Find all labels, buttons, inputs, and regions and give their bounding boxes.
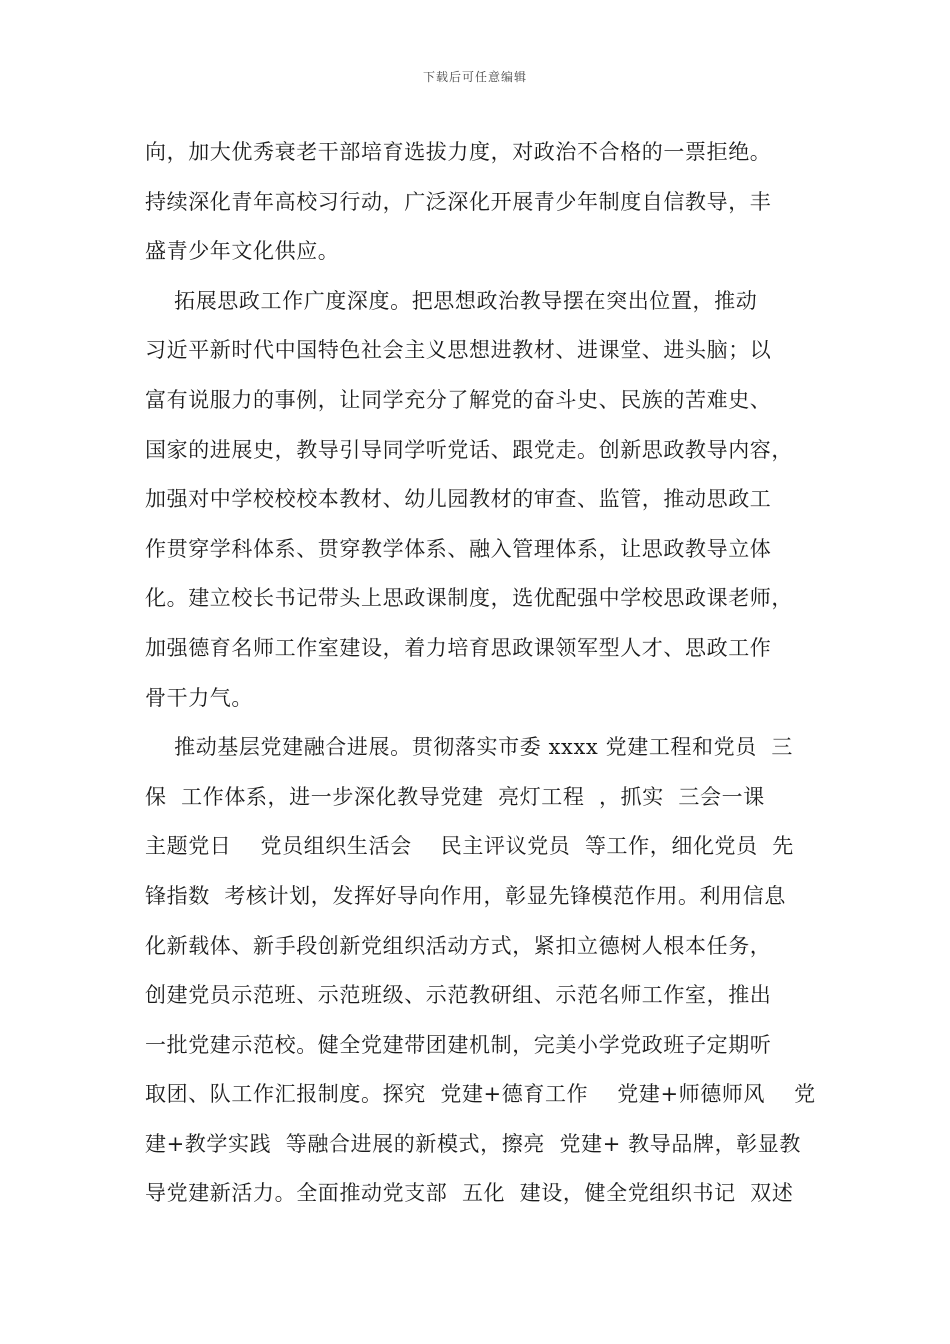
text-line: 持续深化青年高校习行动，广泛深化开展青少年制度自信教导，丰: [145, 189, 772, 214]
text-line: 盛青少年文化供应。: [145, 239, 340, 264]
text-line: 创建党员示范班、示范班级、示范教研组、示范名师工作室，推出: [145, 983, 772, 1008]
text-line: 化新载体、新手段创新党组织活动方式，紧扣立德树人根本任务，: [145, 933, 772, 958]
text-line: 锋指数 考核计划，发挥好导向作用，彰显先锋模范作用。利用信息: [145, 883, 786, 908]
text-line: 加强对中学校校校本教材、幼儿园教材的审查、监管，推动思政工: [145, 487, 772, 512]
text-line: 国家的进展史，教导引导同学听党话、跟党走。创新思政教导内容，: [145, 437, 793, 462]
text-line: 富有说服力的事例，让同学充分了解党的奋斗史、民族的苦难史、: [145, 387, 772, 412]
text-line: 化。建立校长书记带头上思政课制度，选优配强中学校思政课老师，: [145, 586, 793, 611]
text-line: 一批党建示范校。健全党建带团建机制，完美小学党政班子定期听: [145, 1032, 772, 1057]
document-body: [145, 128, 825, 1219]
text-line: 取团、队工作汇报制度。探究 党建+德育工作 党建+师德师风 党: [145, 1082, 816, 1107]
text-line: 向，加大优秀衰老干部培育选拔力度，对政治不合格的一票拒绝。: [145, 140, 772, 164]
text-line: 保 工作体系，进一步深化教导党建 亮灯工程 ，抓实 三会一课: [145, 784, 765, 809]
text-line: 导党建新活力。全面推动党支部 五化 建设，健全党组织书记 双述: [145, 1181, 794, 1206]
text-line: 加强德育名师工作室建设，着力培育思政课领军型人才、思政工作: [145, 635, 772, 660]
text-line: 习近平新时代中国特色社会主义思想进教材、进课堂、进头脑；以: [145, 338, 772, 363]
page-header-note: 下载后可任意编辑: [422, 70, 527, 84]
text-line: 推动基层党建融合进展。贯彻落实市委 xxxx 党建工程和党员 三: [145, 735, 793, 760]
text-line: 作贯穿学科体系、贯穿教学体系、融入管理体系，让思政教导立体: [145, 536, 772, 561]
text-line: 主题党日 党员组织生活会 民主评议党员 等工作，细化党员 先: [145, 834, 794, 859]
text-line: 骨干力气。: [145, 685, 253, 710]
text-line: 拓展思政工作广度深度。把思想政治教导摆在突出位置，推动: [145, 288, 758, 313]
text-line: 建+教学实践 等融合进展的新模式，擦亮 党建+ 教导品牌，彰显教: [145, 1131, 801, 1156]
